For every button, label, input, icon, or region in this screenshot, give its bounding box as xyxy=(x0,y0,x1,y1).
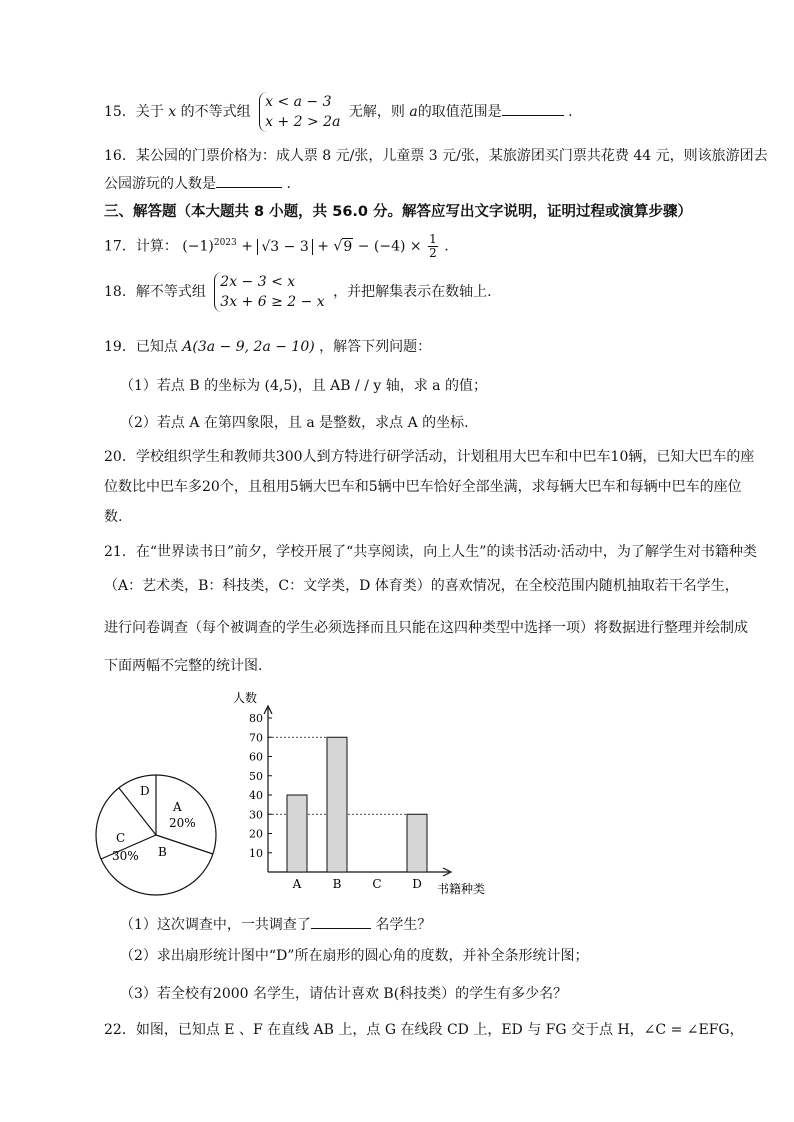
q17-neg4: (−4) xyxy=(373,238,406,255)
question-16-line2 xyxy=(104,173,291,194)
bar-category-label-b: B xyxy=(332,877,342,891)
q21-sub1-text: （1）这次调查中，一共调查了 xyxy=(120,917,311,933)
bar-y-tick-label-60: 60 xyxy=(249,750,263,764)
pie-slice-borders xyxy=(101,775,213,859)
bar-y-tick-label-70: 70 xyxy=(249,731,263,745)
q15-text-pre: 关于 xyxy=(135,104,164,120)
q16-number: 16． xyxy=(104,148,136,164)
q17-absolute-value: √3 − 3 xyxy=(257,239,312,255)
q16-answer-blank[interactable] xyxy=(216,173,282,188)
q17-plus-2: + xyxy=(317,238,329,255)
q17-number: 17． xyxy=(104,238,136,255)
q17-minus: − xyxy=(357,238,370,255)
q17-text-pre: 计算： xyxy=(135,238,178,255)
q21-sub1 xyxy=(120,914,431,935)
q17-sqrt-value: 9 xyxy=(343,238,353,255)
q17-end: . xyxy=(444,238,449,255)
q20-line2: 位数比中巴车多20个，且租用5辆大巴车和5辆中巴车恰好全部坐满，求每辆大巴车和每辆中巴车的座位 xyxy=(104,479,742,495)
q19-sub1: （1）若点 B 的坐标为 (4,5)，且 AB / / y 轴，求 a 的值； xyxy=(120,378,487,394)
q19-text-pre: 已知点 xyxy=(135,339,178,355)
q21-line3: 进行问卷调查（每个被调查的学生必须选择而且只能在这四种类型中选择一项）将数据进行整理并绘制成 xyxy=(104,620,748,636)
bar-y-tick-label-20: 20 xyxy=(249,827,263,841)
q15-text-tail: 的取值范围是 xyxy=(417,104,502,120)
q17-times: × xyxy=(409,238,422,255)
q21-sub2: （2）求出扇形统计图中“D”所在扇形的圆心角的度数，并补全条形统计图； xyxy=(120,948,589,964)
q21-line2: （A：艺术类，B：科技类，C：文学类，D 体育类）的喜欢情况，在全校范围内随机抽取若干名学生， xyxy=(104,578,739,594)
q20-text-line1: 学校组织学生和教师共300人到方特进行研学活动，计划租用大巴车和中巴车10辆，已知大巴车的座 xyxy=(135,449,755,465)
q15-number: 15． xyxy=(104,104,136,120)
q19-sub2: （2）若点 A 在第四象限，且 a 是整数，求点 A 的坐标. xyxy=(120,415,469,431)
q17-exponent: 2023 xyxy=(213,238,237,248)
pie-chart xyxy=(92,770,222,900)
q18-text-pre: 解不等式组 xyxy=(135,284,206,300)
q20-line3: 数. xyxy=(104,509,123,525)
q18-number: 18． xyxy=(104,284,136,300)
q18-ineq-1: 2x − 3 < x xyxy=(220,274,296,290)
pie-label-d: D xyxy=(140,784,150,798)
bar-y-tick-label-30: 30 xyxy=(249,808,263,822)
q21-line4: 下面两幅不完整的统计图. xyxy=(104,658,263,674)
bar-category-label-d: D xyxy=(412,877,422,891)
bar-b xyxy=(327,737,347,872)
section-3-heading: 三、解答题（本大题共 8 小题，共 56.0 分。解答应写出文字说明，证明过程或演算步骤） xyxy=(104,204,693,220)
q15-text-post: 无解，则 xyxy=(348,104,405,120)
question-19 xyxy=(104,337,431,357)
q17-base: (−1) xyxy=(182,238,214,255)
bar-y-axis-title: 人数 xyxy=(233,691,258,705)
q21-number: 21． xyxy=(104,544,136,560)
q16-end: . xyxy=(286,176,291,192)
q17-denominator: 2 xyxy=(429,246,437,261)
bar-chart xyxy=(225,688,505,900)
bar-d xyxy=(407,814,427,872)
q18-inequality-system xyxy=(214,272,324,312)
q22-text-line1: 如图，已知点 E 、F 在直线 AB 上，点 G 在线段 CD 上，ED 与 FG 交于点 H，∠C = ∠EFG， xyxy=(135,1022,744,1038)
q15-ineq-2: x + 2 > 2a xyxy=(265,114,341,130)
q15-end: . xyxy=(568,104,573,120)
q17-sqrt-sign: √ xyxy=(333,238,343,255)
bar-y-tick-label-40: 40 xyxy=(249,789,263,802)
bar-y-tick-label-80: 80 xyxy=(249,712,263,725)
q17-fraction xyxy=(428,233,438,260)
q20-number: 20． xyxy=(104,449,136,465)
q15-ineq-1: x < a − 3 xyxy=(265,94,332,110)
q16-text-line1: 某公园的门票价格为：成人票 8 元/张，儿童票 3 元/张，某旅游团买门票共花费 44 元，则该旅游团去 xyxy=(135,148,768,164)
pie-border-4 xyxy=(119,788,156,835)
bar-x-axis-title: 书籍种类 xyxy=(437,882,486,896)
q18-ineq-2: 3x + 6 ≥ 2 − x xyxy=(220,294,325,310)
q15-var-x: x xyxy=(168,104,177,120)
q18-text-post: ，并把解集表示在数轴上. xyxy=(333,284,492,300)
pie-value-c: 30% xyxy=(112,849,139,863)
q17-plus-1: + xyxy=(241,238,253,255)
q21-sub3: （3）若全校有2000 名学生，请估计喜欢 B(科技类）的学生有多少名？ xyxy=(120,986,568,1002)
q15-var-a: a xyxy=(409,104,418,120)
q21-answer-blank[interactable] xyxy=(311,914,371,929)
pie-value-a: 20% xyxy=(169,816,196,830)
q19-number: 19． xyxy=(104,339,136,355)
q21-sub1-tail: 名学生？ xyxy=(375,917,432,933)
question-18 xyxy=(104,272,492,312)
q15-inequality-system xyxy=(259,92,340,132)
q19-text-post: ，解答下列问题： xyxy=(319,339,432,355)
pie-label-c: C xyxy=(116,831,126,845)
q22-number: 22． xyxy=(104,1022,136,1038)
q17-numerator: 1 xyxy=(429,232,437,247)
bar-a xyxy=(287,795,307,872)
q15-answer-blank[interactable] xyxy=(502,101,564,116)
bar-y-tick-label-50: 50 xyxy=(249,769,263,783)
bar-category-label-c: C xyxy=(372,877,382,891)
q21-line1 xyxy=(104,542,757,562)
pie-label-b: B xyxy=(158,845,167,859)
q19-point-a: A(3a − 9, 2a − 10) xyxy=(182,339,315,355)
question-16-line1 xyxy=(104,146,768,166)
question-17 xyxy=(104,233,449,260)
pie-label-a: A xyxy=(173,800,182,814)
q15-text-mid: 的不等式组 xyxy=(180,104,251,120)
q22-line1 xyxy=(104,1020,744,1040)
q16-text-line2: 公园游玩的人数是 xyxy=(104,176,216,192)
bar-category-label-a: A xyxy=(292,877,302,891)
q20-line1 xyxy=(104,447,754,467)
q21-text-line1: 在“世界读书日”前夕，学校开展了“共享阅读，向上人生”的读书活动·活动中，为了解学生对书籍种类 xyxy=(135,544,757,560)
question-15 xyxy=(104,92,573,132)
bar-y-tick-label-10: 10 xyxy=(249,846,263,860)
